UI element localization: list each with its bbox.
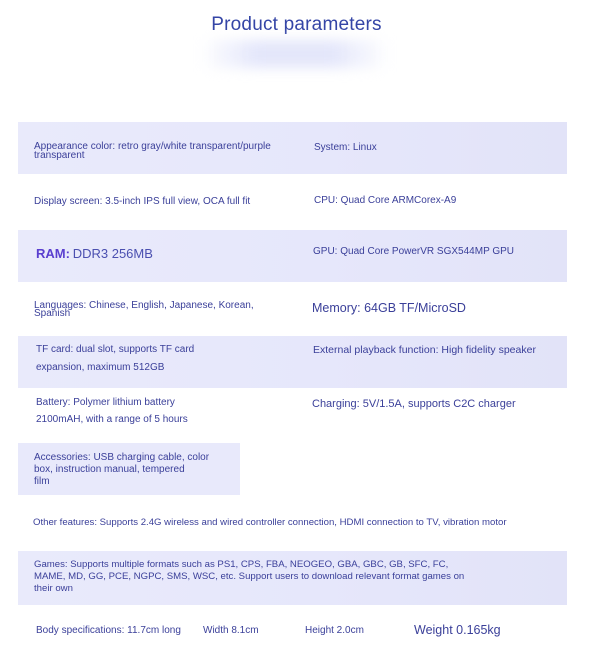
battery-line-2: 2100mAH, with a range of 5 hours xyxy=(36,414,188,425)
appearance-color-text: Appearance color: retro gray/white transparent/purple transparent xyxy=(34,141,271,161)
battery-line-1: Battery: Polymer lithium battery xyxy=(36,397,175,408)
spec-row-other-features xyxy=(18,497,567,549)
other-features-text: Other features: Supports 2.4G wireless and wired controller connection, HDMI connection to TV, vibration motor xyxy=(33,517,507,528)
page-title: Product parameters xyxy=(211,14,382,35)
spec-row-languages xyxy=(18,284,567,334)
body-height-text: Height 2.0cm xyxy=(305,625,364,636)
tf-card-line-1: TF card: dual slot, supports TF card xyxy=(36,344,195,355)
charging-text: Charging: 5V/1.5A, supports C2C charger xyxy=(312,398,516,410)
display-screen-text: Display screen: 3.5-inch IPS full view, OCA full fit xyxy=(34,196,251,207)
accessories-line-2: box, instruction manual, tempered xyxy=(34,464,185,475)
body-weight-text: Weight 0.165kg xyxy=(414,623,501,637)
body-length-text: Body specifications: 11.7cm long xyxy=(36,625,181,636)
spec-row-body xyxy=(18,608,567,654)
spec-row-accessories xyxy=(18,443,240,495)
body-width-text: Width 8.1cm xyxy=(203,625,259,636)
external-playback-text: External playback function: High fidelity speaker xyxy=(313,344,536,356)
gpu-text: GPU: Quad Core PowerVR SGX544MP GPU xyxy=(313,246,515,257)
games-line-1: Games: Supports multiple formats such as PS1, CPS, FBA, NEOGEO, GBA, GBC, GB, SFC, FC, xyxy=(34,559,449,570)
ram-label: RAM: xyxy=(36,246,70,261)
title-underline-glow xyxy=(200,40,390,68)
accessories-line-3: film xyxy=(34,476,50,487)
spec-row-ram xyxy=(18,230,567,282)
memory-text: Memory: 64GB TF/MicroSD xyxy=(312,301,466,315)
system-text: System: Linux xyxy=(314,142,377,153)
languages-text: Languages: Chinese, English, Japanese, Korean, Spanish xyxy=(34,300,254,319)
spec-row-display xyxy=(18,176,567,228)
spec-row-appearance xyxy=(18,122,567,174)
spec-row-games xyxy=(18,551,567,605)
cpu-text: CPU: Quad Core ARMCorex-A9 xyxy=(314,195,457,206)
ram-cell xyxy=(36,248,153,261)
games-line-2: MAME, MD, GG, PCE, NGPC, SMS, WSC, etc. Support users to download relevant format games on xyxy=(34,571,465,582)
games-line-3: their own xyxy=(34,583,73,594)
spec-row-tf-card xyxy=(18,336,567,388)
accessories-line-1: Accessories: USB charging cable, color xyxy=(34,452,210,463)
tf-card-line-2: expansion, maximum 512GB xyxy=(36,362,165,373)
spec-row-battery xyxy=(18,390,567,440)
ram-value: DDR3 256MB xyxy=(72,246,153,261)
